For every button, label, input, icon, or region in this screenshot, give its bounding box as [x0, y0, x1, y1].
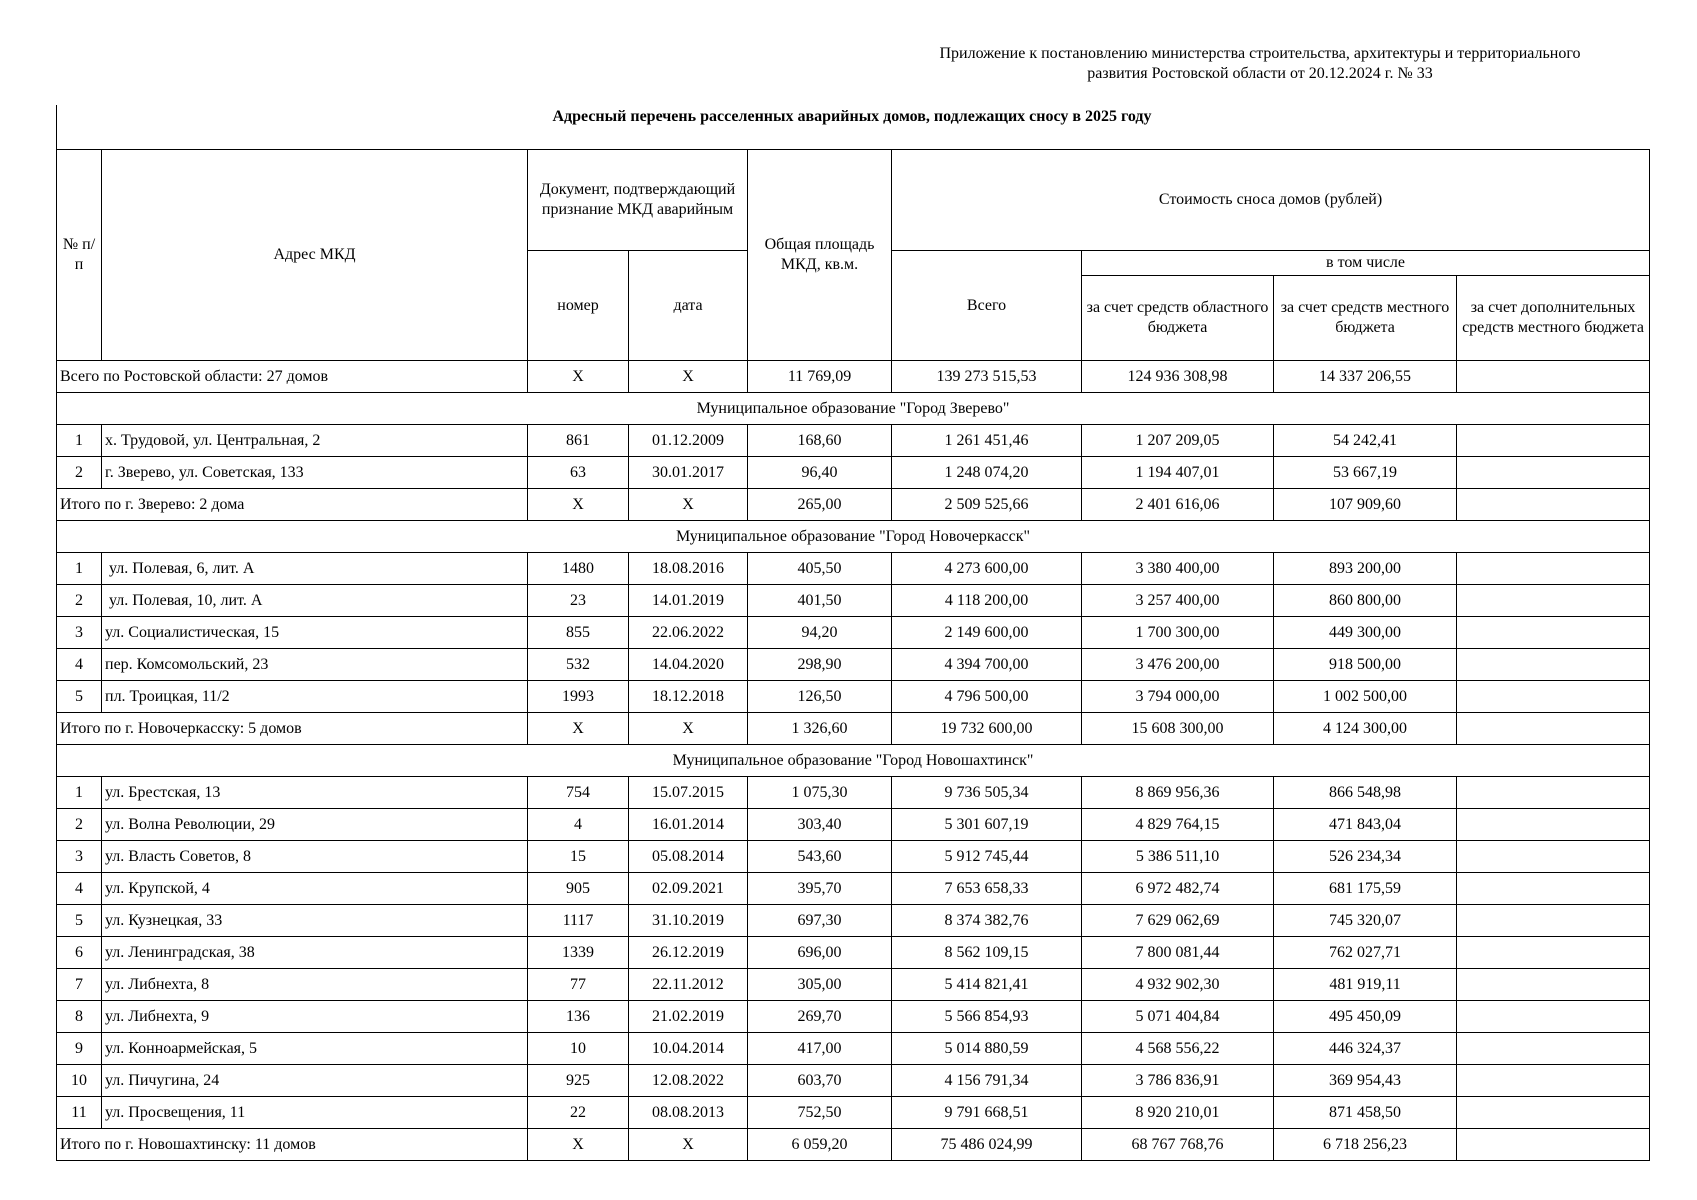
row-total: 9 791 668,51 [892, 1097, 1082, 1129]
section-total-row [57, 1129, 1650, 1161]
col-header-address: Адрес МКД [102, 150, 528, 361]
table-row [57, 617, 1650, 649]
row-total: 8 562 109,15 [892, 937, 1082, 969]
row-doc-date: 10.04.2014 [629, 1033, 748, 1065]
row-local-extra [1457, 1033, 1650, 1065]
row-local-extra [1457, 777, 1650, 809]
row-total: 5 301 607,19 [892, 809, 1082, 841]
row-area: 417,00 [748, 1033, 892, 1065]
row-total: 4 156 791,34 [892, 1065, 1082, 1097]
grand-total-label: Всего по Ростовской области: 27 домов [57, 361, 528, 393]
row-number: 1 [57, 777, 102, 809]
row-area: 168,60 [748, 425, 892, 457]
row-local-extra [1457, 649, 1650, 681]
row-doc-number: 754 [528, 777, 629, 809]
row-doc-date: 14.04.2020 [629, 649, 748, 681]
table-header [57, 150, 1650, 361]
col-header-cost: Стоимость сноса домов (рублей) [892, 150, 1650, 251]
row-doc-date: 21.02.2019 [629, 1001, 748, 1033]
section-total-doc-number: X [528, 489, 629, 521]
row-local-extra [1457, 681, 1650, 713]
row-address: пер. Комсомольский, 23 [102, 649, 528, 681]
row-regional: 1 207 209,05 [1082, 425, 1274, 457]
row-area: 96,40 [748, 457, 892, 489]
grand-total-doc-date: X [629, 361, 748, 393]
row-regional: 3 794 000,00 [1082, 681, 1274, 713]
grand-total-local: 14 337 206,55 [1274, 361, 1457, 393]
row-address: ул. Полевая, 6, лит. А [102, 553, 528, 585]
row-area: 603,70 [748, 1065, 892, 1097]
section-total-regional: 68 767 768,76 [1082, 1129, 1274, 1161]
table-row [57, 1001, 1650, 1033]
row-total: 4 273 600,00 [892, 553, 1082, 585]
row-area: 401,50 [748, 585, 892, 617]
row-number: 2 [57, 457, 102, 489]
section-total-area: 1 326,60 [748, 713, 892, 745]
row-local: 471 843,04 [1274, 809, 1457, 841]
col-header-including: в том числе [1082, 251, 1650, 276]
row-doc-number: 925 [528, 1065, 629, 1097]
row-local: 681 175,59 [1274, 873, 1457, 905]
section-total-doc-date: X [629, 1129, 748, 1161]
row-local-extra [1457, 1001, 1650, 1033]
row-doc-number: 1480 [528, 553, 629, 585]
row-doc-number: 63 [528, 457, 629, 489]
row-total: 4 394 700,00 [892, 649, 1082, 681]
row-total: 4 118 200,00 [892, 585, 1082, 617]
row-local-extra [1457, 1097, 1650, 1129]
row-local-extra [1457, 553, 1650, 585]
table-row [57, 457, 1650, 489]
row-doc-date: 15.07.2015 [629, 777, 748, 809]
row-address: ул. Волна Революции, 29 [102, 809, 528, 841]
row-number: 11 [57, 1097, 102, 1129]
row-doc-date: 16.01.2014 [629, 809, 748, 841]
row-address: ул. Кузнецкая, 33 [102, 905, 528, 937]
row-total: 5 566 854,93 [892, 1001, 1082, 1033]
row-number: 4 [57, 873, 102, 905]
row-doc-date: 08.08.2013 [629, 1097, 748, 1129]
demolition-table [56, 149, 1650, 1161]
document-title: Адресный перечень расселенных аварийных домов, подлежащих сносу в 2025 году [552, 108, 1152, 125]
row-number: 4 [57, 649, 102, 681]
row-local: 745 320,07 [1274, 905, 1457, 937]
col-header-document: Документ, подтверждающий признание МКД аварийным [528, 150, 748, 251]
row-local: 762 027,71 [1274, 937, 1457, 969]
row-number: 5 [57, 905, 102, 937]
row-area: 395,70 [748, 873, 892, 905]
table-body [57, 361, 1650, 1161]
row-area: 269,70 [748, 1001, 892, 1033]
row-area: 405,50 [748, 553, 892, 585]
row-number: 3 [57, 841, 102, 873]
row-doc-date: 12.08.2022 [629, 1065, 748, 1097]
row-regional: 3 380 400,00 [1082, 553, 1274, 585]
section-title: Муниципальное образование "Город Зверево" [57, 393, 1650, 425]
row-doc-number: 10 [528, 1033, 629, 1065]
row-regional: 4 568 556,22 [1082, 1033, 1274, 1065]
row-doc-date: 22.06.2022 [629, 617, 748, 649]
row-address: х. Трудовой, ул. Центральная, 2 [102, 425, 528, 457]
row-local: 449 300,00 [1274, 617, 1457, 649]
row-address: ул. Либнехта, 8 [102, 969, 528, 1001]
row-address: ул. Просвещения, 11 [102, 1097, 528, 1129]
col-header-doc-number: номер [528, 251, 629, 361]
section-total-label: Итого по г. Новошахтинску: 11 домов [57, 1129, 528, 1161]
section-title: Муниципальное образование "Город Новочеркасск" [57, 521, 1650, 553]
table-row [57, 841, 1650, 873]
row-local: 446 324,37 [1274, 1033, 1457, 1065]
row-local: 1 002 500,00 [1274, 681, 1457, 713]
row-local: 918 500,00 [1274, 649, 1457, 681]
section-total-doc-number: X [528, 713, 629, 745]
table-row [57, 937, 1650, 969]
col-header-local: за счет средств местного бюджета [1274, 276, 1457, 361]
row-doc-number: 861 [528, 425, 629, 457]
col-header-total: Всего [892, 251, 1082, 361]
row-area: 1 075,30 [748, 777, 892, 809]
section-total-local: 4 124 300,00 [1274, 713, 1457, 745]
row-total: 5 014 880,59 [892, 1033, 1082, 1065]
row-area: 303,40 [748, 809, 892, 841]
row-local: 481 919,11 [1274, 969, 1457, 1001]
row-address: ул. Пичугина, 24 [102, 1065, 528, 1097]
row-local-extra [1457, 809, 1650, 841]
row-regional: 8 869 956,36 [1082, 777, 1274, 809]
row-total: 4 796 500,00 [892, 681, 1082, 713]
row-doc-date: 18.12.2018 [629, 681, 748, 713]
grand-total-regional: 124 936 308,98 [1082, 361, 1274, 393]
row-area: 94,20 [748, 617, 892, 649]
row-total: 1 248 074,20 [892, 457, 1082, 489]
row-local-extra [1457, 585, 1650, 617]
row-number: 10 [57, 1065, 102, 1097]
row-total: 2 149 600,00 [892, 617, 1082, 649]
row-local: 369 954,43 [1274, 1065, 1457, 1097]
table-row [57, 969, 1650, 1001]
row-total: 5 414 821,41 [892, 969, 1082, 1001]
row-doc-number: 532 [528, 649, 629, 681]
row-area: 696,00 [748, 937, 892, 969]
row-doc-date: 02.09.2021 [629, 873, 748, 905]
row-local: 893 200,00 [1274, 553, 1457, 585]
row-address: ул. Крупской, 4 [102, 873, 528, 905]
row-doc-number: 4 [528, 809, 629, 841]
section-total-local-extra [1457, 713, 1650, 745]
section-total-doc-number: X [528, 1129, 629, 1161]
appendix-note [880, 44, 1640, 84]
col-header-local-extra: за счет дополнительных средств местного бюджета [1457, 276, 1650, 361]
row-doc-number: 15 [528, 841, 629, 873]
section-total-row [57, 489, 1650, 521]
col-header-regional: за счет средств областного бюджета [1082, 276, 1274, 361]
row-doc-number: 855 [528, 617, 629, 649]
row-address: ул. Власть Советов, 8 [102, 841, 528, 873]
section-total-doc-date: X [629, 713, 748, 745]
row-address: ул. Ленинградская, 38 [102, 937, 528, 969]
row-local: 866 548,98 [1274, 777, 1457, 809]
row-doc-date: 30.01.2017 [629, 457, 748, 489]
row-local-extra [1457, 873, 1650, 905]
section-total-row [57, 713, 1650, 745]
table-row [57, 425, 1650, 457]
grand-total-total: 139 273 515,53 [892, 361, 1082, 393]
section-header-row [57, 521, 1650, 553]
row-address: ул. Социалистическая, 15 [102, 617, 528, 649]
row-local-extra [1457, 617, 1650, 649]
row-doc-date: 18.08.2016 [629, 553, 748, 585]
row-number: 6 [57, 937, 102, 969]
row-regional: 3 786 836,91 [1082, 1065, 1274, 1097]
row-local-extra [1457, 905, 1650, 937]
table-row [57, 649, 1650, 681]
row-local: 53 667,19 [1274, 457, 1457, 489]
row-doc-date: 01.12.2009 [629, 425, 748, 457]
row-area: 305,00 [748, 969, 892, 1001]
section-total-local-extra [1457, 489, 1650, 521]
row-regional: 3 476 200,00 [1082, 649, 1274, 681]
row-doc-number: 23 [528, 585, 629, 617]
section-total-total: 2 509 525,66 [892, 489, 1082, 521]
table-row [57, 585, 1650, 617]
table-row [57, 553, 1650, 585]
row-number: 1 [57, 425, 102, 457]
row-regional: 7 800 081,44 [1082, 937, 1274, 969]
row-number: 8 [57, 1001, 102, 1033]
row-number: 1 [57, 553, 102, 585]
grand-total-area: 11 769,09 [748, 361, 892, 393]
row-regional: 5 071 404,84 [1082, 1001, 1274, 1033]
appendix-note-line2: развития Ростовской области от 20.12.2024 г. № 33 [1087, 65, 1433, 82]
row-doc-number: 1993 [528, 681, 629, 713]
row-area: 697,30 [748, 905, 892, 937]
table-row [57, 1033, 1650, 1065]
table-row [57, 809, 1650, 841]
section-total-label: Итого по г. Новочеркасску: 5 домов [57, 713, 528, 745]
row-doc-date: 14.01.2019 [629, 585, 748, 617]
row-doc-date: 31.10.2019 [629, 905, 748, 937]
section-total-local-extra [1457, 1129, 1650, 1161]
row-regional: 6 972 482,74 [1082, 873, 1274, 905]
section-total-area: 6 059,20 [748, 1129, 892, 1161]
table-row [57, 681, 1650, 713]
col-header-doc-date: дата [629, 251, 748, 361]
section-total-regional: 2 401 616,06 [1082, 489, 1274, 521]
row-number: 2 [57, 809, 102, 841]
row-doc-date: 26.12.2019 [629, 937, 748, 969]
row-address: ул. Брестская, 13 [102, 777, 528, 809]
table-row [57, 905, 1650, 937]
section-total-total: 19 732 600,00 [892, 713, 1082, 745]
row-regional: 4 932 902,30 [1082, 969, 1274, 1001]
row-address: ул. Либнехта, 9 [102, 1001, 528, 1033]
row-regional: 5 386 511,10 [1082, 841, 1274, 873]
row-local-extra [1457, 969, 1650, 1001]
appendix-note-line1: Приложение к постановлению министерства строительства, архитектуры и территориального [939, 45, 1581, 62]
row-regional: 4 829 764,15 [1082, 809, 1274, 841]
section-total-total: 75 486 024,99 [892, 1129, 1082, 1161]
row-address: ул. Полевая, 10, лит. А [102, 585, 528, 617]
row-total: 8 374 382,76 [892, 905, 1082, 937]
row-total: 5 912 745,44 [892, 841, 1082, 873]
row-address: г. Зверево, ул. Советская, 133 [102, 457, 528, 489]
row-total: 9 736 505,34 [892, 777, 1082, 809]
table-row [57, 1097, 1650, 1129]
row-doc-number: 136 [528, 1001, 629, 1033]
row-total: 7 653 658,33 [892, 873, 1082, 905]
section-title: Муниципальное образование "Город Новошахтинск" [57, 745, 1650, 777]
section-total-area: 265,00 [748, 489, 892, 521]
row-local-extra [1457, 457, 1650, 489]
table-row [57, 1065, 1650, 1097]
row-doc-number: 1117 [528, 905, 629, 937]
row-local: 526 234,34 [1274, 841, 1457, 873]
row-number: 3 [57, 617, 102, 649]
section-total-local: 107 909,60 [1274, 489, 1457, 521]
row-area: 126,50 [748, 681, 892, 713]
row-local: 54 242,41 [1274, 425, 1457, 457]
row-area: 298,90 [748, 649, 892, 681]
row-number: 7 [57, 969, 102, 1001]
row-regional: 1 194 407,01 [1082, 457, 1274, 489]
row-total: 1 261 451,46 [892, 425, 1082, 457]
row-local-extra [1457, 841, 1650, 873]
row-doc-date: 22.11.2012 [629, 969, 748, 1001]
row-doc-date: 05.08.2014 [629, 841, 748, 873]
row-local-extra [1457, 425, 1650, 457]
row-regional: 3 257 400,00 [1082, 585, 1274, 617]
col-header-area: Общая площадь МКД, кв.м. [748, 150, 892, 361]
row-local: 871 458,50 [1274, 1097, 1457, 1129]
row-local-extra [1457, 937, 1650, 969]
row-doc-number: 77 [528, 969, 629, 1001]
section-total-label: Итого по г. Зверево: 2 дома [57, 489, 528, 521]
row-local: 495 450,09 [1274, 1001, 1457, 1033]
section-total-doc-date: X [629, 489, 748, 521]
table-row [57, 777, 1650, 809]
section-total-local: 6 718 256,23 [1274, 1129, 1457, 1161]
section-header-row [57, 745, 1650, 777]
grand-total-local-extra [1457, 361, 1650, 393]
row-local: 860 800,00 [1274, 585, 1457, 617]
row-local-extra [1457, 1065, 1650, 1097]
row-number: 9 [57, 1033, 102, 1065]
row-regional: 1 700 300,00 [1082, 617, 1274, 649]
row-address: пл. Троицкая, 11/2 [102, 681, 528, 713]
row-doc-number: 22 [528, 1097, 629, 1129]
row-doc-number: 1339 [528, 937, 629, 969]
row-area: 752,50 [748, 1097, 892, 1129]
section-header-row [57, 393, 1650, 425]
table-row [57, 873, 1650, 905]
row-regional: 7 629 062,69 [1082, 905, 1274, 937]
row-address: ул. Конноармейская, 5 [102, 1033, 528, 1065]
row-number: 2 [57, 585, 102, 617]
col-header-num: № п/п [57, 150, 102, 361]
grand-total-row [57, 361, 1650, 393]
row-regional: 8 920 210,01 [1082, 1097, 1274, 1129]
grand-total-doc-number: X [528, 361, 629, 393]
row-number: 5 [57, 681, 102, 713]
row-area: 543,60 [748, 841, 892, 873]
row-doc-number: 905 [528, 873, 629, 905]
section-total-regional: 15 608 300,00 [1082, 713, 1274, 745]
